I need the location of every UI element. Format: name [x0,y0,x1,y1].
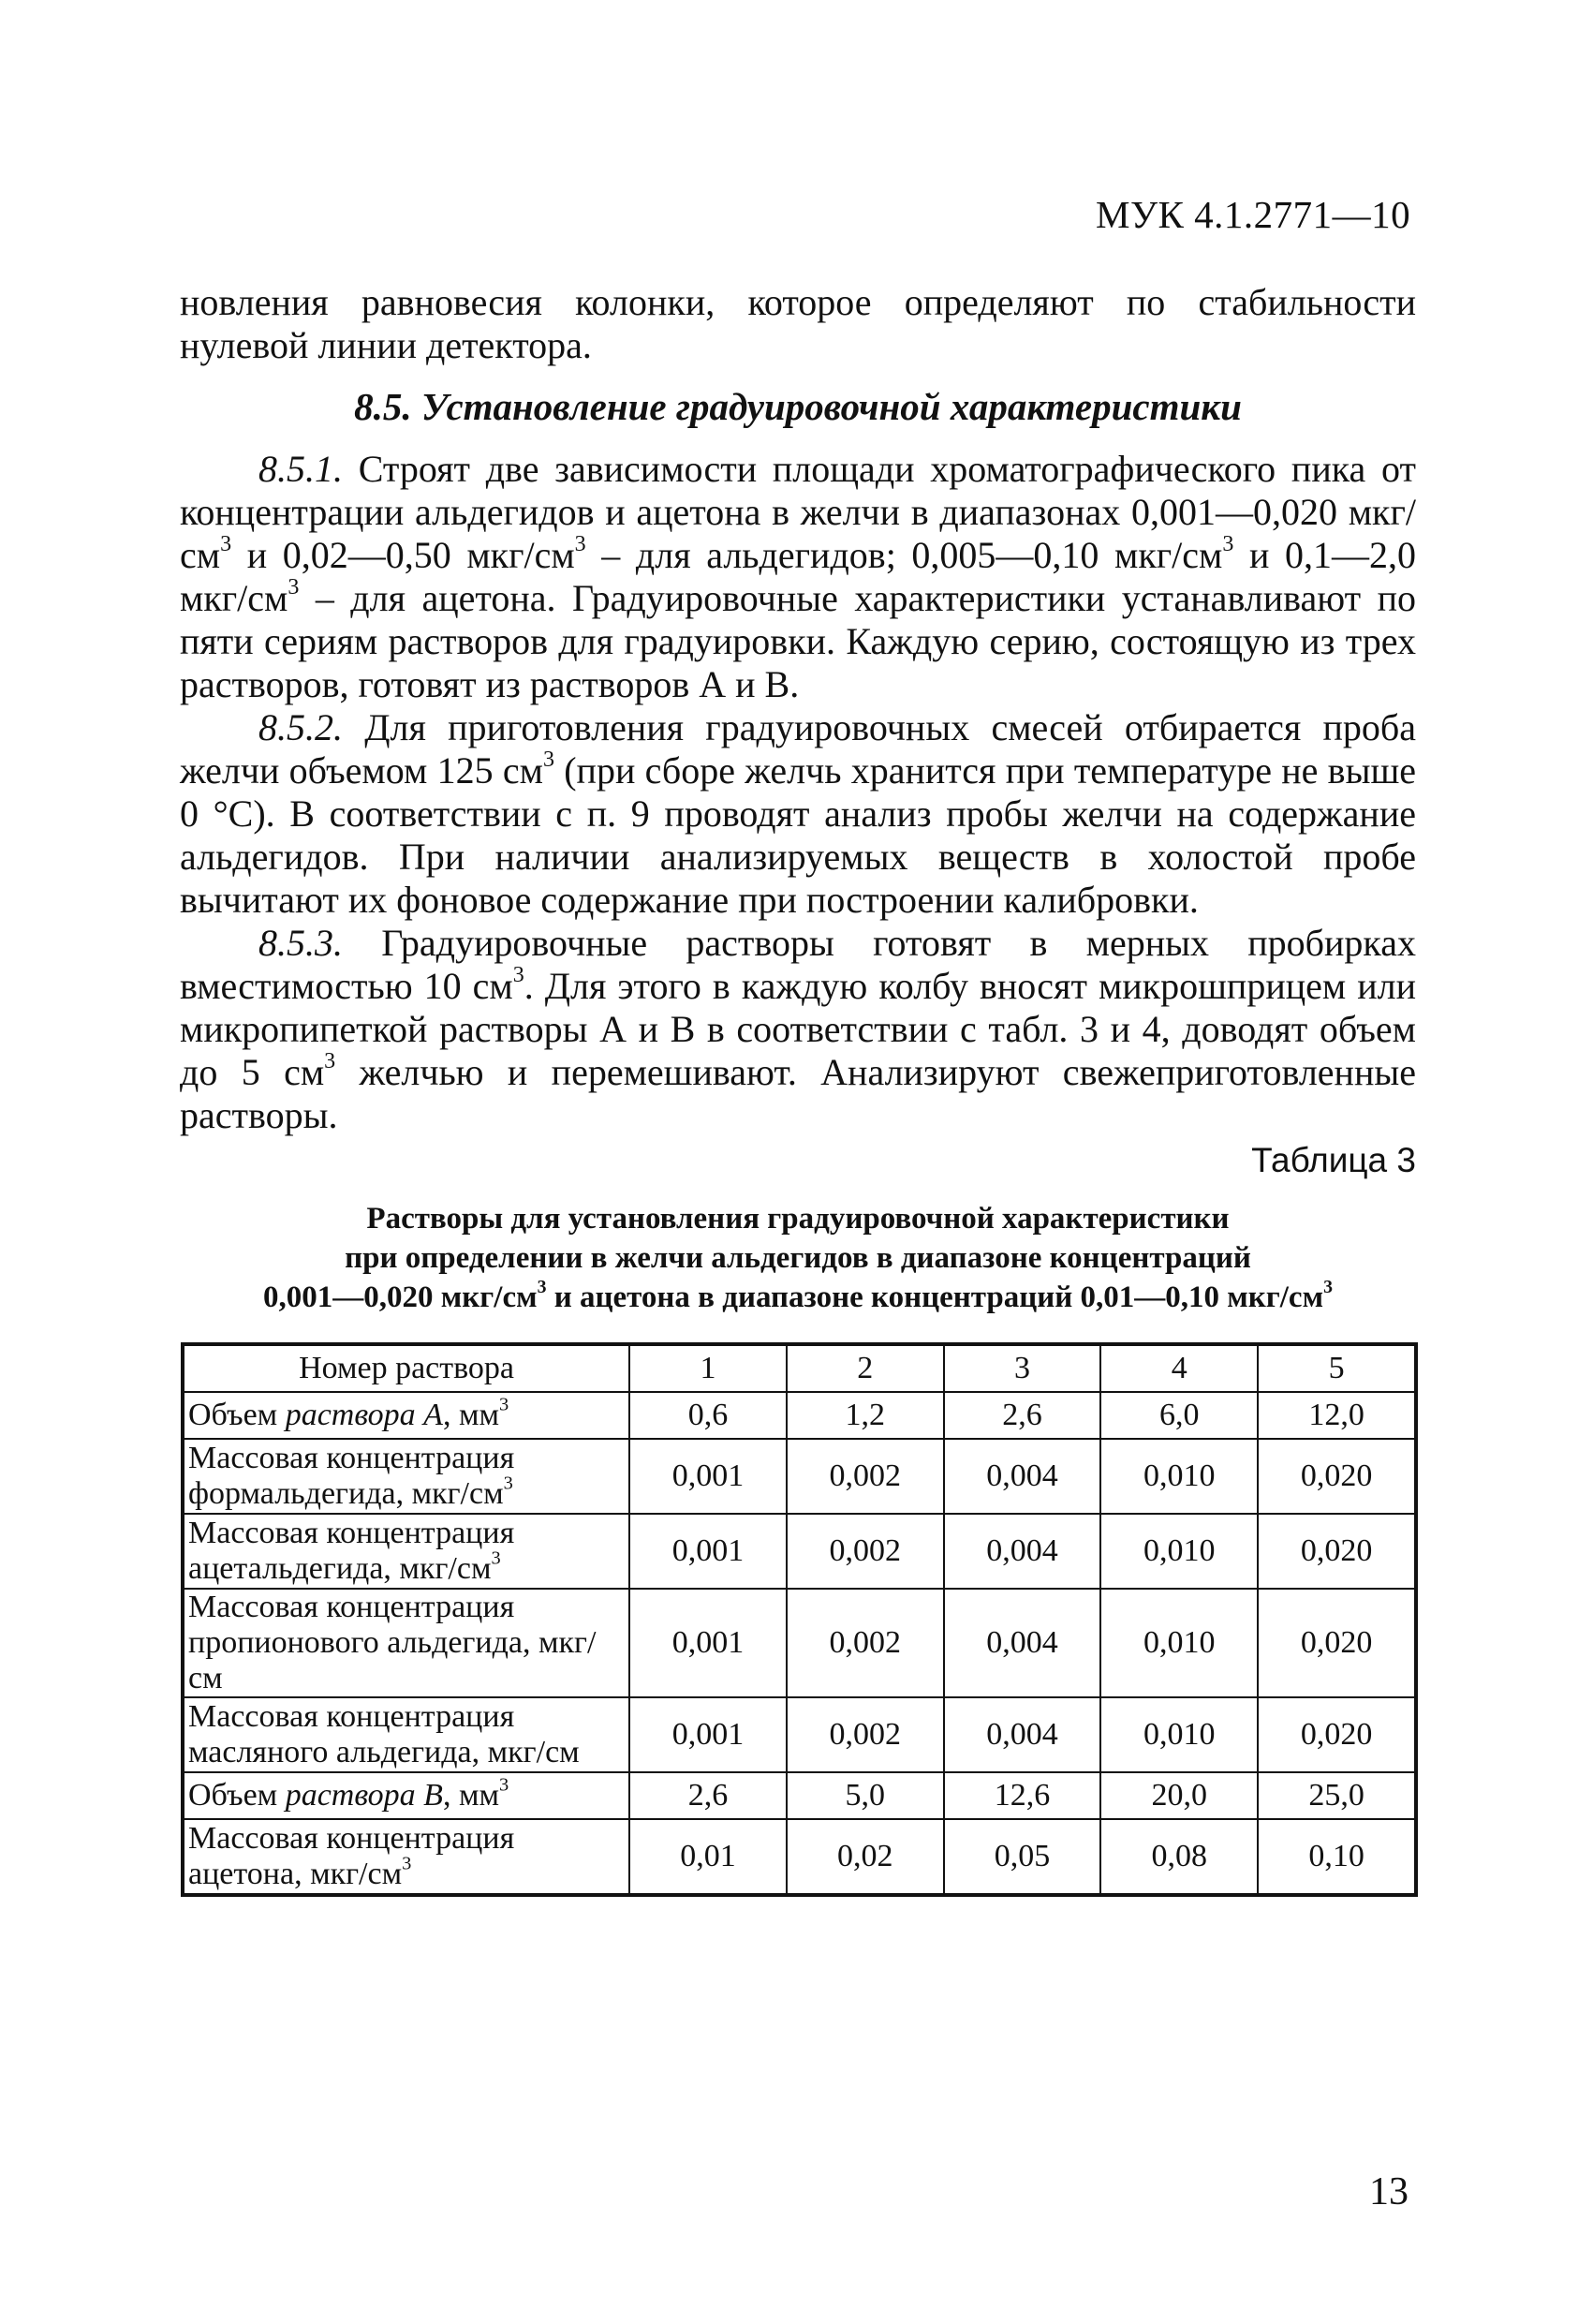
clause-text: Градуировочные растворы готовят в мерных пробирках вместимостью 10 см [180,922,1416,1007]
intro-paragraph [180,281,1416,367]
clause-number: 8.5.1. [258,448,343,490]
superscript: 3 [324,1049,336,1073]
document-code: МУК 4.1.2771—10 [1096,193,1411,236]
table-cell: 0,6 [629,1392,787,1439]
table-cell: 1,2 [787,1392,944,1439]
table-header-cell: 4 [1100,1344,1258,1392]
clause-text: – для ацетона. Градуировочные характеристики устанавливают по пяти сериям растворов для градуировки. Каждую серию, состоящую из трех растворов, готовят из растворов А и В. [180,577,1416,705]
superscript: 3 [498,1774,509,1796]
table-cell: 12,6 [944,1772,1101,1819]
row-label-part: , мм [442,1778,499,1813]
superscript: 3 [1222,532,1234,556]
superscript: 3 [1323,1277,1333,1298]
table-row [183,1819,1416,1895]
clause-number: 8.5.3. [258,922,343,964]
table-cell: 0,020 [1258,1697,1416,1772]
superscript: 3 [402,1853,412,1874]
table-title-line: Растворы для установления градуировочной характеристики [366,1202,1230,1236]
superscript: 3 [220,532,232,556]
section-title: 8.5. Установление градуировочной характеристики [354,385,1242,428]
table-title-line: при определении в желчи альдегидов в диапазоне концентраций [345,1241,1251,1275]
intro-line-2: нулевой линии детектора. [180,324,592,366]
table-cell: 0,02 [787,1819,944,1895]
table-cell: 0,010 [1100,1439,1258,1514]
table-cell: 0,10 [1258,1819,1416,1895]
row-label-part: , мм [442,1398,499,1432]
row-label [183,1439,629,1514]
row-label: Массовая концентрация пропионового альдегида, мкг/см [183,1589,629,1697]
table-cell: 0,004 [944,1697,1101,1772]
table-cell: 0,004 [944,1439,1101,1514]
clause-number: 8.5.2. [258,706,343,748]
table-cell: 6,0 [1100,1392,1258,1439]
table-cell: 0,002 [787,1697,944,1772]
table-cell: 2,6 [629,1772,787,1819]
table-cell: 0,002 [787,1589,944,1697]
row-label-part: Объем [188,1778,286,1813]
superscript: 3 [537,1277,547,1298]
table-header-cell: 2 [787,1344,944,1392]
clause-8-5-1 [180,448,1416,706]
clause-text: и 0,02—0,50 мкг/см [231,534,575,576]
table-row [183,1514,1416,1589]
superscript: 3 [542,748,554,772]
table-cell: 12,0 [1258,1392,1416,1439]
table-cell: 0,001 [629,1439,787,1514]
clause-text: Для приготовления градуировочных смесей отбирается проба желчи объемом 125 см [180,706,1416,792]
clause-text: и 0,1—2,0 мкг/см [180,534,1417,619]
table-row [183,1392,1416,1439]
table-row [183,1772,1416,1819]
table-header-cell: 3 [944,1344,1101,1392]
table-title-line [180,1278,1416,1317]
table-cell: 0,010 [1100,1514,1258,1589]
row-label-part: Массовая концентрация ацетона, мкг/см [188,1821,515,1891]
intro-line-1: новления равновесия колонки, которое определяют по стабильности [180,281,1416,323]
table-cell: 0,020 [1258,1589,1416,1697]
clause-text: (при сборе желчь хранится при температуре не выше 0 °С). В соответствии с п. 9 проводят анализ пробы желчи на содержание альдегидов. При наличии анализируемых веществ в холостой пробе вычитают их фоновое содержание при построении калибровки. [180,749,1416,921]
page-number: 13 [1369,2170,1409,2213]
table-cell: 0,001 [629,1589,787,1697]
table-title [180,1199,1416,1317]
table-cell: 0,002 [787,1514,944,1589]
clause-8-5-3 [180,922,1416,1137]
table-cell: 0,01 [629,1819,787,1895]
row-label: Массовая концентрация масляного альдегида, мкг/см [183,1697,629,1772]
table-cell: 0,002 [787,1439,944,1514]
table-cell: 0,08 [1100,1819,1258,1895]
table-header-cell: 1 [629,1344,787,1392]
superscript: 3 [503,1473,513,1494]
clauses-block [180,448,1416,1137]
clause-text: . Для этого в каждую колбу вносят микрошприцем или микропипеткой растворы А и В в соответствии с табл. 3 и 4, доводят объем до 5 см [180,965,1416,1093]
row-label [183,1392,629,1439]
table-cell: 0,020 [1258,1514,1416,1589]
calibration-table [181,1342,1418,1897]
table-cell: 0,001 [629,1697,787,1772]
table-title-part: 0,001—0,020 мкг/см [263,1280,538,1314]
row-label-part: раствора А [285,1398,443,1432]
clause-text: – для альдегидов; 0,005—0,10 мкг/см [585,534,1223,576]
row-label [183,1772,629,1819]
table-cell: 0,004 [944,1589,1101,1697]
superscript: 3 [574,532,586,556]
table-cell: 0,010 [1100,1697,1258,1772]
table-row [183,1439,1416,1514]
table-cell: 0,004 [944,1514,1101,1589]
table-title-part: и ацетона в диапазоне концентраций 0,01—0,10 мкг/см [546,1280,1324,1314]
clause-8-5-2 [180,706,1416,922]
clause-text: желчью и перемешивают. Анализируют свежеприготовленные растворы. [180,1051,1416,1136]
table-cell: 20,0 [1100,1772,1258,1819]
row-label [183,1514,629,1589]
superscript: 3 [288,575,300,600]
clause-text: Строят две зависимости площади хроматографического пика от концентрации альдегидов и ацетона в желчи в диапазонах 0,001—0,020 мкг/см [180,448,1416,576]
table-cell: 0,020 [1258,1439,1416,1514]
table-cell: 0,05 [944,1819,1101,1895]
table-header-cell: 5 [1258,1344,1416,1392]
table-row [183,1697,1416,1772]
row-label-part: Массовая концентрация ацетальдегида, мкг/см [188,1516,515,1586]
row-label-part: раствора В [285,1778,443,1813]
table-label: Таблица 3 [1251,1141,1416,1179]
superscript: 3 [512,963,524,987]
table-header-cell: Номер раствора [183,1344,629,1392]
superscript: 3 [491,1547,501,1569]
table-cell: 0,001 [629,1514,787,1589]
table-cell: 2,6 [944,1392,1101,1439]
table-header-row [183,1344,1416,1392]
table-cell: 5,0 [787,1772,944,1819]
table-cell: 0,010 [1100,1589,1258,1697]
row-label-part: Массовая концентрация формальдегида, мкг/см [188,1441,515,1511]
superscript: 3 [498,1394,509,1415]
table-cell: 25,0 [1258,1772,1416,1819]
row-label [183,1819,629,1895]
row-label-part: Объем [188,1398,286,1432]
table-row [183,1589,1416,1697]
